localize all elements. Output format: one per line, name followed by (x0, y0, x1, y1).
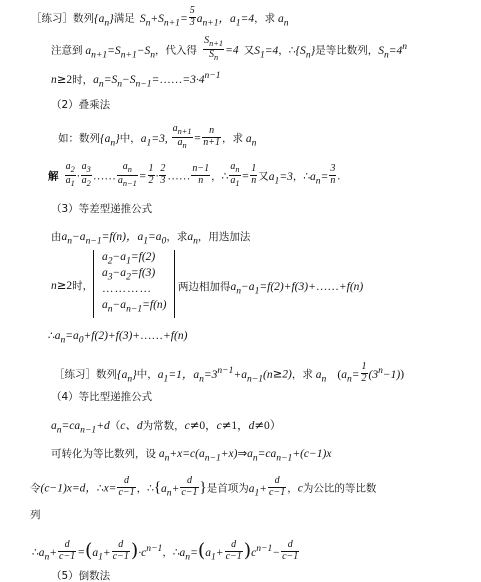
left-bracket (93, 250, 98, 318)
exercise-1: ［练习］数列$\{a_n\}$满足 $S_n+S_{n+1}=$ $\frac{5}{3}$ $a_{n+1}$，$a_1=4$，求 $a_n$ (31, 5, 289, 28)
eq-a2: $a_2-a_1=f(2)$ (102, 251, 156, 267)
sum-final: $\therefore a_n=a_0+f(2)+f(3)+\dots\dots+f(n)$ (48, 330, 188, 346)
final-formula: $\therefore a_n+$ $\frac{d}{c-1}$ $=(a_1+$ $\frac{d}{c-1}$ )$\cdot c^{n-1}$，$\therefore a_n=(a_1+$ $\frac{d}{c-1}$ )$c^{n-1}-$ $\frac{d}{c-1}$ (32, 539, 299, 562)
right-brace (170, 250, 175, 318)
iter-add-intro: 由$a_n-a_{n-1}=f(n)$，$a_1=a_0$，求$a_n$，用迭加法 (51, 231, 251, 247)
n-ge-2-label: n≥2时， (51, 278, 94, 292)
heading-4: （4）等比型递推公式 (51, 391, 153, 403)
heading-2: （2）叠乘法 (51, 99, 111, 111)
note-line: 注意到 $a_{n+1}=S_{n+1}-S_n$，代入得 $\frac{S_{n+1}}{S_n}$ =4 又$S_1=4$，$\therefore\{S_n\}$是等比数列，$S_n=4^n$ (51, 35, 408, 62)
transform-line: 可转化为等比数列，设 $a_n+x=c(a_{n-1}+x)\Rightarrow a_n=ca_{n-1}+(c-1)x$ (51, 446, 332, 464)
geo-recurrence: $a_n=ca_{n-1}+d(c$、d为常数，c≠0，c≠1，d≠0） (51, 418, 282, 436)
eq-a3: $a_3-a_2=f(3)$ (102, 267, 156, 283)
heading-5: （5）倒数法 (51, 570, 111, 582)
lie-char: 列 (30, 509, 41, 521)
n-ge-2-line: n≥2时，$a_n=S_n-S_{n-1}=\dots\dots=3\cdot 4^{n-1}$ (51, 70, 221, 90)
exercise-2: ［练习］数列$\{a_n\}$中，$a_1=1$，$a_n=3^{n-1}+a_{n-1}(n\ge 2)$，求 $a_n$ ($a_n=$ $\frac{1}{2}$ $(3^n-1)$) (54, 361, 405, 384)
sum-result: 两边相加得$a_n-a_1=f(2)+f(3)+\dots\dots+f(n)$ (178, 281, 364, 297)
heading-3: （3）等差型递推公式 (51, 203, 153, 215)
solution-2: 解 $\frac{a_2}{a_1}$ · $\frac{a_3}{a_2}$ …… $\frac{a_n}{a_{n-1}}$ = $\frac{1}{2}$ · $\frac{2}{3}$ …… $\frac{n-1}{n}$ ，∴ $\frac{a_n}{a_1}$ = $\frac{1}{n}$ 又$a_1=3$，$\therefore a_n=$ $\frac{3}{n}$ . (48, 161, 341, 188)
eq-dots: ………… (102, 283, 152, 295)
eq-an: $a_n-a_{n-1}=f(n)$ (102, 299, 167, 315)
example-2: 如：数列$\{a_n\}$中，$a_1=3$, $\frac{a_{n+1}}{a_n}$ = $\frac{n}{n+1}$ ，求 $a_n$ (58, 123, 257, 150)
let-line: 令(c−1)x=d，∴x= $\frac{d}{c-1}$ ，$\therefore\{a_n+$ $\frac{d}{c-1}$ }是首项为$a_1+$ $\frac{d}{c-1}$ ，c为公比的等比数 (30, 475, 377, 498)
